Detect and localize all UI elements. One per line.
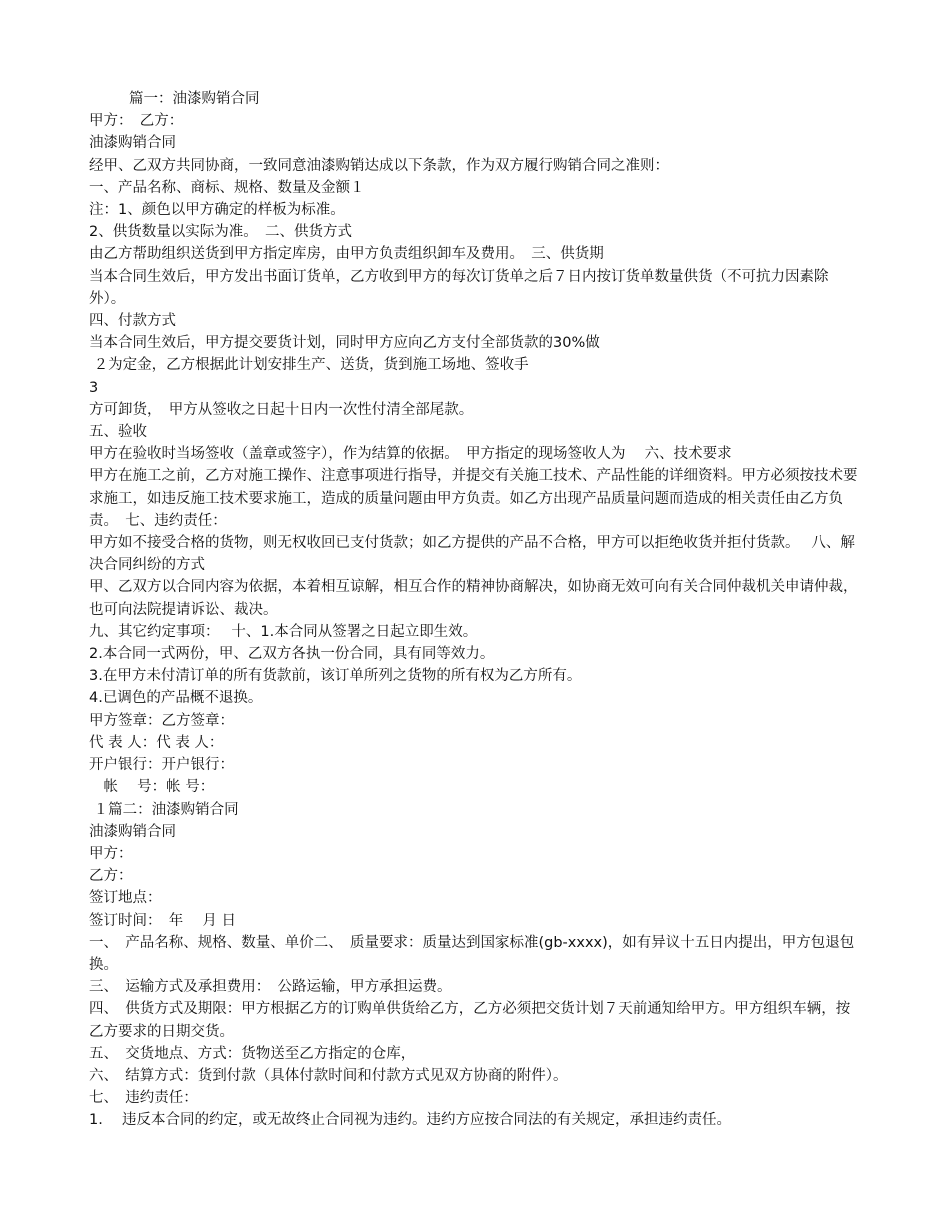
text-line: 六、 结算方式：货到付款（具体付款时间和付款方式见双方协商的附件）。 [89, 1067, 568, 1084]
text-line: 当本合同生效后，甲方提交要货计划，同时甲方应向乙方支付全部货款的30%做 [89, 335, 600, 352]
text-line: 甲方： [89, 845, 133, 862]
text-line: 油漆购销合同 [89, 135, 176, 152]
text-line: 3.在甲方未付清订单的所有货款前，该订单所列之货物的所有权为乙方所有。 [89, 668, 582, 685]
section-title: １篇二：油漆购销合同 [89, 801, 239, 818]
text-line: 4.已调色的产品概不退换。 [89, 690, 263, 707]
text-line: 代 表 人：代 表 人： [89, 734, 224, 751]
text-line: 甲、乙双方以合同内容为依据，本着相互谅解，相互合作的精神协商解决，如协商无效可向有关合同仲裁机关申请仲裁，也可向法院提请诉讼、裁决。 [89, 579, 858, 618]
text-line: 2、供货数量以实际为准。 二、供货方式 [89, 224, 352, 241]
text-line: ２为定金，乙方根据此计划安排生产、送货，货到施工场地、签收手 [89, 357, 529, 374]
text-line: 油漆购销合同 [89, 823, 176, 840]
text-line: 乙方： [89, 868, 133, 885]
text-line: 五、 交货地点、方式：货物送至乙方指定的仓库， [89, 1045, 416, 1062]
text-line: 五、验收 [89, 424, 147, 441]
section-title: 篇一：油漆购销合同 [129, 91, 260, 107]
text-line: 甲方如不接受合格的货物，则无权收回已支付货款；如乙方提供的产品不合格，甲方可以拒绝收货并拒付货款。 八、解决合同纠纷的方式 [89, 535, 855, 574]
text-line: 由乙方帮助组织送货到甲方指定库房，由甲方负责组织卸车及费用。 三、供货期 [89, 246, 604, 263]
text-line: 甲方在施工之前，乙方对施工操作、注意事项进行指导，并提交有关施工技术、产品性能的详细资料。甲方必须按技术要求施工，如违反施工技术要求施工，造成的质量问题由甲方负责。如乙方出现产品质量问题而造成的相关责任由乙方负责。 七、违约责任： [89, 468, 858, 529]
text-line: 三、 运输方式及承担费用： 公路运输，甲方承担运费。 [89, 979, 452, 996]
text-line: 一、产品名称、商标、规格、数量及金额１ [89, 179, 365, 196]
text-line: 帐 号：帐 号： [89, 779, 215, 796]
text-line: 3 [89, 379, 99, 396]
text-line: 签订时间： 年 月 日 [89, 912, 236, 929]
text-line: 1. 违反本合同的约定，或无故终止合同视为违约。违约方应按合同法的有关规定，承担违约责任。 [89, 1112, 731, 1129]
document-body [89, 88, 859, 1132]
text-line: 当本合同生效后，甲方发出书面订货单，乙方收到甲方的每次订货单之后７日内按订货单数量供货（不可抗力因素除外）。 [89, 268, 829, 307]
text-line: 开户银行：开户银行： [89, 757, 234, 774]
text-line: 一、 产品名称、规格、数量、单价二、 质量要求：质量达到国家标准(gb-xxxx)，如有异议十五日内提出，甲方包退包换。 [89, 934, 855, 973]
text-line: 七、 违约责任： [89, 1090, 198, 1107]
text-line: 甲方： 乙方： [89, 113, 184, 130]
text-line: 经甲、乙双方共同协商，一致同意油漆购销达成以下条款，作为双方履行购销合同之准则： [89, 157, 669, 174]
text-line: 四、付款方式 [89, 313, 176, 330]
text-line: 四、 供货方式及期限：甲方根据乙方的订购单供货给乙方，乙方必须把交货计划７天前通知给甲方。甲方组织车辆，按乙方要求的日期交货。 [89, 1001, 851, 1040]
text-line: 甲方在验收时当场签收（盖章或签字），作为结算的依据。 甲方指定的现场签收人为 六、技术要求 [89, 446, 732, 463]
text-line: 甲方签章：乙方签章： [89, 712, 234, 729]
text-line: 注：1、颜色以甲方确定的样板为标准。 [89, 202, 345, 219]
text-line: 九、其它约定事项： 十、1.本合同从签署之日起立即生效。 [89, 623, 478, 640]
text-line: 签订地点： [89, 890, 162, 907]
text-line: 方可卸货， 甲方从签收之日起十日内一次性付清全部尾款。 [89, 401, 474, 418]
text-line: 2.本合同一式两份，甲、乙双方各执一份合同，具有同等效力。 [89, 646, 495, 663]
